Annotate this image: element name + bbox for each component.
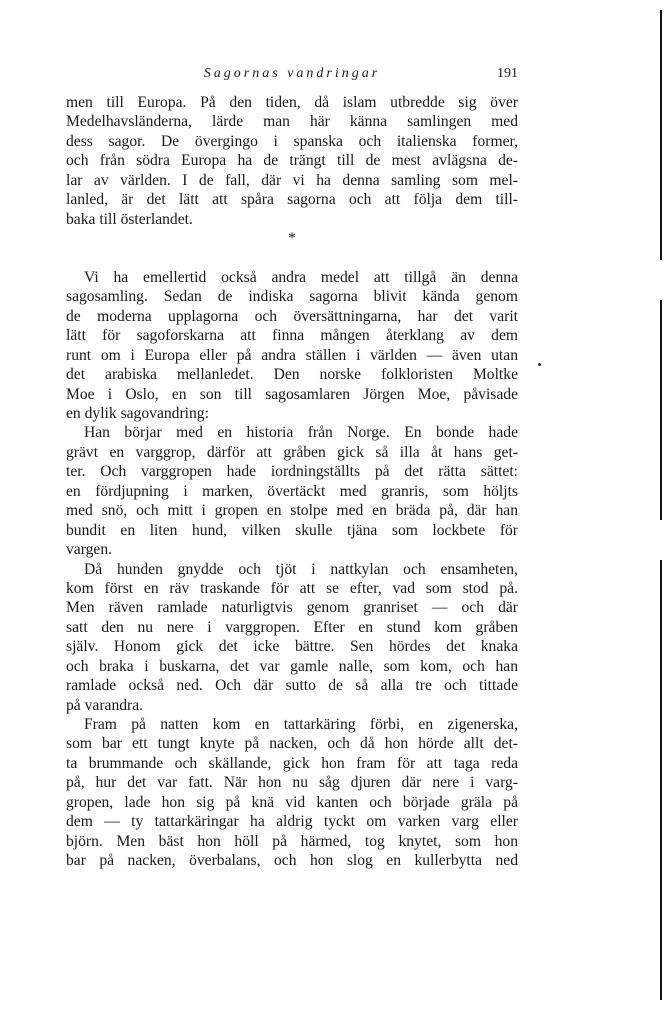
text-line: kom först en räv traskande för att se efter, vad som stod på.	[66, 579, 518, 597]
text-line: grävt en varggrop, därför att gråben gick så illa åt hans get-	[66, 443, 518, 461]
text-line: Fram på natten kom en tattarkäring förbi, en zigenerska,	[84, 716, 518, 733]
text-line: bundit en liten hund, vilken skulle tjäna som lockbete för	[66, 521, 518, 539]
text-line: runt om i Europa eller på andra ställen i världen — även utan	[66, 346, 518, 364]
text-line: Han börjar med en historia från Norge. En bonde hade	[84, 424, 518, 442]
text-line: dem — ty tattarkäringar ha aldrig tyckt om varken varg eller	[66, 813, 518, 831]
text-line: de moderna upplagorna och översättningarna, har det varit	[66, 307, 518, 325]
text-line: Moe i Oslo, en son till sagosamlaren Jörgen Moe, påvisade	[66, 385, 518, 403]
page-edge-mark	[660, 300, 662, 520]
page-number: 191	[497, 66, 518, 81]
text-line: gropen, lade hon sig på knä vid kanten och började gräla på	[66, 793, 518, 811]
text-line: lätt för sagoforskarna att finna mången återklang av dem	[66, 327, 518, 345]
text-line: en fördjupning i marken, övertäckt med granris, som höljts	[66, 482, 518, 500]
text-line: bar på nacken, överbalans, och hon slog en kullerbytta ned	[66, 852, 518, 870]
text-line: som bar ett tungt knyte på nacken, och då hon hörde allt det-	[66, 735, 518, 753]
body-text	[66, 93, 518, 871]
text-line: på, hur det var fatt. När hon nu såg djuren där nere i varg-	[66, 774, 518, 792]
page-edge-mark	[660, 10, 662, 260]
text-line: vargen.	[66, 541, 113, 559]
text-line: ramlade också ned. Och där sutto de så alla tre och tittade	[66, 677, 518, 695]
text-line: lar av världen. I de fall, där vi ha denna samling som mel-	[66, 171, 518, 189]
stray-dot	[538, 363, 541, 366]
text-line: sagosamling. Sedan de indiska sagorna blivit kända genom	[66, 288, 518, 306]
running-title: Sagornas vandringar	[203, 66, 381, 81]
text-line: och braka i buskarna, det var gamle nalle, som kom, och han	[66, 657, 518, 675]
text-line	[66, 249, 518, 268]
page-edge-mark	[660, 560, 662, 1000]
text-line: men till Europa. På den tiden, då islam utbredde sig över	[66, 94, 518, 111]
text-line: själv. Honom gick det icke bättre. Sen hördes det knaka	[66, 638, 518, 656]
page-header	[66, 66, 518, 86]
text-line: Då hunden gnydde och tjöt i nattkylan och ensamheten,	[84, 560, 518, 578]
text-line: Vi ha emellertid också andra medel att tillgå än denna	[84, 268, 518, 286]
text-line: dess sagor. De övergingo i spanska och italienska former,	[66, 132, 518, 150]
text-line: lanled, är det lätt att spåra sagorna och att följa dem till-	[66, 191, 518, 209]
text-line: Men räven ramlade naturligtvis genom granriset — och där	[66, 599, 518, 617]
text-line: ter. Och varggropen hade iordningställts på det rätta sättet:	[66, 463, 518, 481]
text-line: ta brummande och skällande, gick hon fram för att taga reda	[66, 754, 518, 772]
text-line: med snö, och mitt i gropen en stolpe med en bräda på, där han	[66, 502, 518, 520]
text-line: baka till österlandet.	[66, 210, 193, 228]
section-divider: *	[288, 230, 296, 248]
text-line: en dylik sagovandring:	[66, 405, 209, 422]
text-line: och från södra Europa ha de trängt till de mest avlägsna de-	[66, 152, 518, 170]
text-line: det arabiska mellanledet. Den norske folkloristen Moltke	[66, 366, 518, 384]
text-line: björn. Men bäst hon höll på härmed, tog knytet, som hon	[66, 832, 518, 850]
text-line: på varandra.	[66, 696, 144, 714]
text-line: satt den nu nere i varggropen. Efter en stund kom gråben	[66, 618, 518, 636]
text-line: Medelhavsländerna, lärde man här känna samlingen med	[66, 113, 518, 131]
